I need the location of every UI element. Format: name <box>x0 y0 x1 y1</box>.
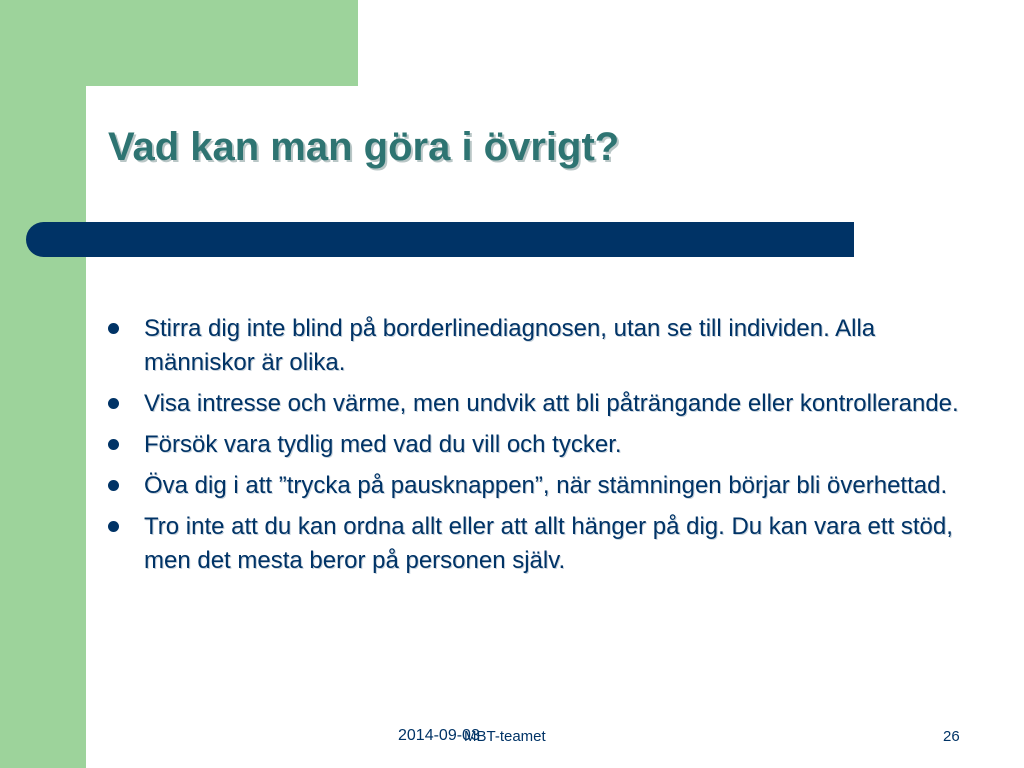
bullet-dot-icon <box>108 521 119 532</box>
bullet-text: Tro inte att du kan ordna allt eller att allt hänger på dig. Du kan vara ett stöd, men det mesta beror på personen själv. <box>144 513 953 574</box>
bullet-text: Stirra dig inte blind på borderlinediagnosen, utan se till individen. Alla människor är olika. <box>144 315 876 376</box>
bullet-dot-icon <box>108 439 119 450</box>
bullet-dot-icon <box>108 398 119 409</box>
footer-page-number: 26 <box>943 728 960 745</box>
slide-title: Vad kan man göra i övrigt? <box>108 125 620 169</box>
bullet-list <box>104 312 984 585</box>
left-green-strip <box>0 0 86 768</box>
bullet-item <box>104 312 984 380</box>
footer-org: MBT-teamet <box>464 728 546 745</box>
title-underline-bar <box>26 222 854 257</box>
top-green-block <box>0 0 358 86</box>
bullet-dot-icon <box>108 480 119 491</box>
bullet-text: Försök vara tydlig med vad du vill och tycker. <box>144 431 622 458</box>
bullet-item <box>104 469 984 503</box>
bullet-item <box>104 428 984 462</box>
bullet-dot-icon <box>108 323 119 334</box>
bullet-item <box>104 387 984 421</box>
footer-date: 2014-09-03 <box>398 727 480 744</box>
bullet-item <box>104 510 984 578</box>
bullet-text: Visa intresse och värme, men undvik att bli påträngande eller kontrollerande. <box>144 390 959 417</box>
bullet-text: Öva dig i att ”trycka på pausknappen”, när stämningen börjar bli överhettad. <box>144 472 948 499</box>
